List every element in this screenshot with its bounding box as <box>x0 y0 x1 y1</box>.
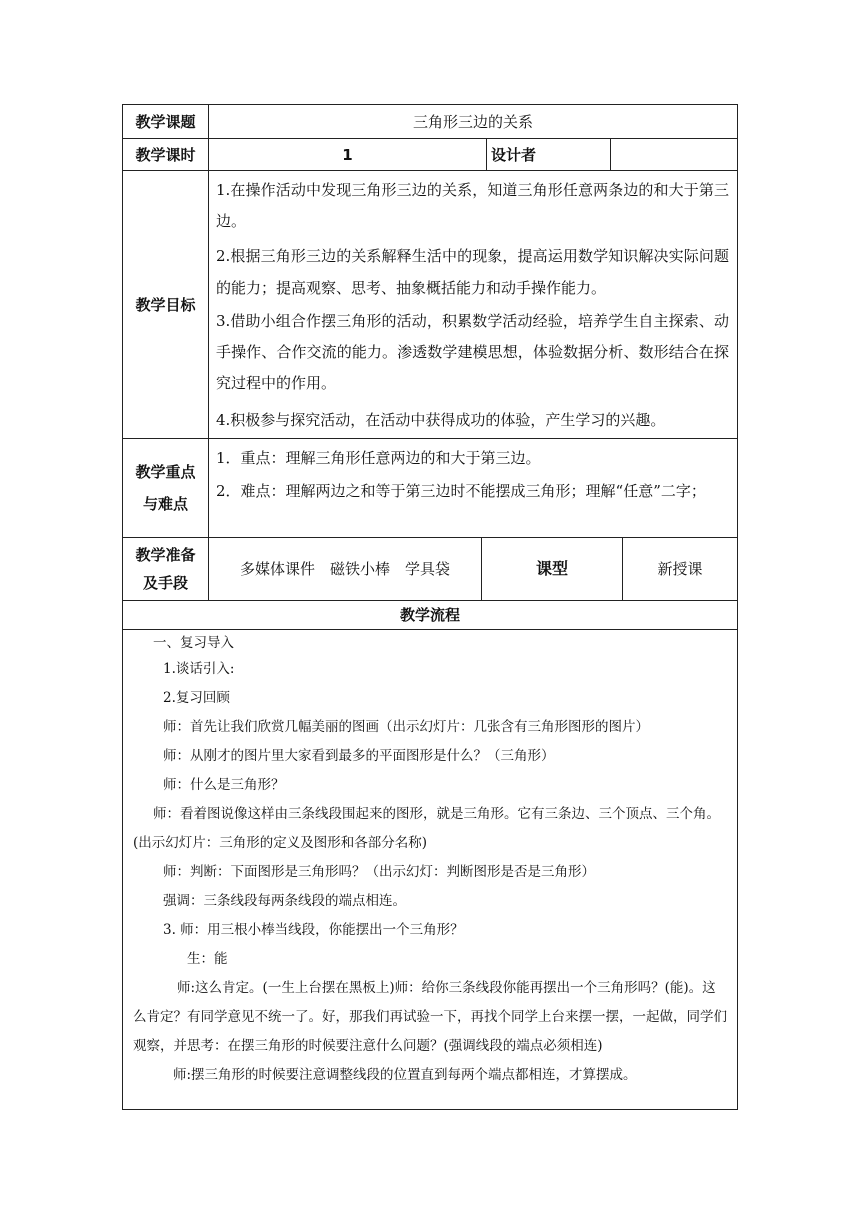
flow-line: 强调：三条线段每两条线段的端点相连。 <box>163 893 406 909</box>
lesson-plan-table <box>122 104 738 1110</box>
course-type-value: 新授课 <box>657 560 703 578</box>
flow-line: 师：首先让我们欣赏几幅美丽的图画（出示幻灯片：几张含有三角形图形的图片） <box>163 719 649 735</box>
flow-line: 师：从刚才的图片里大家看到最多的平面图形是什么？（三角形） <box>163 748 555 764</box>
period-label: 教学课时 <box>123 139 209 170</box>
flow-line: 1.谈话引入: <box>163 661 235 677</box>
designer-label: 设计者 <box>487 139 611 170</box>
focus-label-line2: 与难点 <box>142 495 188 513</box>
topic-label: 教学课题 <box>123 105 209 138</box>
flow-line: 一、复习导入 <box>153 635 234 651</box>
objectives-row <box>123 171 737 439</box>
flow-title: 教学流程 <box>399 606 460 624</box>
focus-content <box>209 439 737 537</box>
focus-item: 1．重点：理解三角形任意两边的和大于第三边。 <box>216 449 541 467</box>
period-row <box>123 139 737 171</box>
flow-line: 师：判断：下面图形是三角形吗？（出示幻灯：判断图形是否是三角形） <box>163 864 595 880</box>
designer-value <box>611 139 737 170</box>
flow-line: 2.复习回顾 <box>163 690 230 706</box>
topic-value: 三角形三边的关系 <box>412 112 533 131</box>
flow-title-row <box>123 601 737 630</box>
flow-line: 3. 师：用三根小棒当线段，你能摆出一个三角形？ <box>163 922 464 938</box>
flow-line: 师:这么肯定。(一生上台摆在黑板上)师：给你三条线段你能再摆出一个三角形吗？(能)。这么肯定？有同学意见不统一了。好，那我们再试验一下，再找个同学上台来摆一摆，一起做，同学们观察，并思考：在摆三角形的时候要注意什么问题？(强调线段的端点必须相连) <box>133 980 727 1054</box>
objective-item: 4.积极参与探究活动，在活动中获得成功的体验，产生学习的兴趣。 <box>216 411 666 430</box>
prep-label <box>123 538 209 600</box>
objectives-content <box>209 171 737 438</box>
objective-item: 1.在操作活动中发现三角形三边的关系，知道三角形任意两条边的和大于第三边。 <box>216 181 729 231</box>
objective-item: 3.借助小组合作摆三角形的活动，积累数学活动经验，培养学生自主探索、动手操作、合作交流的能力。渗透数学建模思想，体验数据分析、数形结合在探究过程中的作用。 <box>216 311 729 393</box>
flow-line: 师:摆三角形的时候要注意调整线段的位置直到每两个端点都相连，才算摆成。 <box>173 1067 637 1083</box>
objective-item: 2.根据三角形三边的关系解释生活中的现象，提高运用数学知识解决实际问题的能力；提高观察、思考、抽象概括能力和动手操作能力。 <box>216 247 729 297</box>
focus-label-line1: 教学重点 <box>135 463 196 481</box>
focus-label <box>123 439 209 537</box>
flow-content <box>123 629 737 1109</box>
topic-row <box>123 105 737 139</box>
focus-row <box>123 439 737 538</box>
flow-line: 师：看着图说像这样由三条线段围起来的图形，就是三角形。它有三条边、三个顶点、三个角。(出示幻灯片：三角形的定义及图形和各部分名称) <box>133 806 720 851</box>
focus-item: 2．难点：理解两边之和等于第三边时不能摆成三角形；理解“任意”二字； <box>216 482 706 501</box>
flow-line: 生：能 <box>187 951 228 967</box>
course-type-label: 课型 <box>482 538 623 600</box>
objectives-label: 教学目标 <box>123 171 209 438</box>
flow-line: 师：什么是三角形？ <box>163 777 285 793</box>
prep-row <box>123 538 737 601</box>
prep-label-line1: 教学准备 <box>135 546 196 564</box>
period-value: 1 <box>209 139 487 170</box>
prep-label-line2: 及手段 <box>142 574 188 592</box>
prep-value: 多媒体课件 磁铁小棒 学具袋 <box>209 538 482 600</box>
